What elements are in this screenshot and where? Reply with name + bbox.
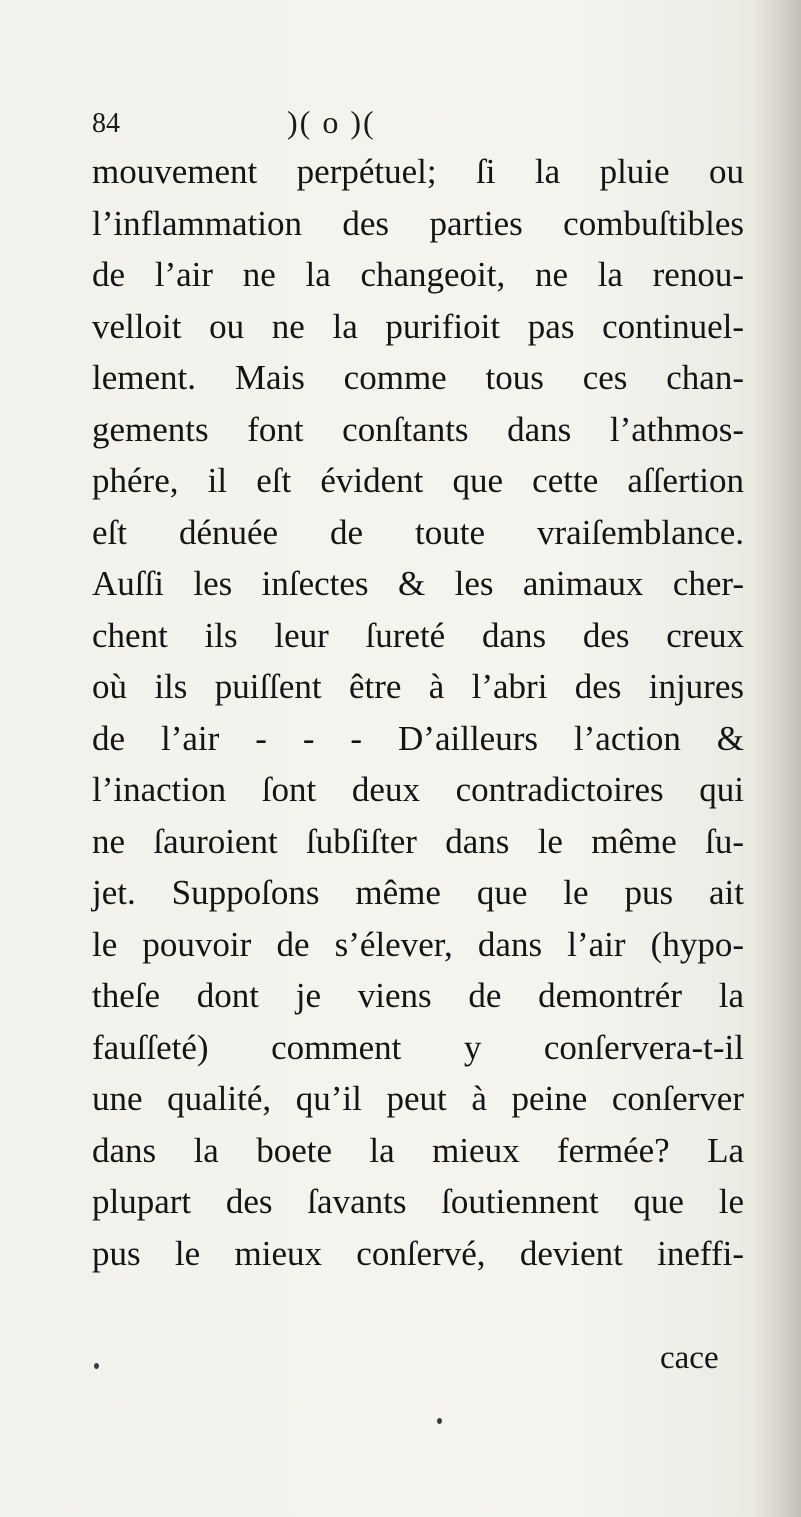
ink-speck [94,1363,99,1369]
text-line: chent ils leur ſureté dans des creux [92,615,744,655]
text-line: gements font conſtants dans l’athmos- [92,409,744,449]
page-edge-shadow [753,0,801,1517]
text-line: de l’air - - - D’ailleurs l’action & [92,718,744,758]
text-line: fauſſeté) comment y conſervera-t-il [92,1027,744,1067]
text-line: où ils puiſſent être à l’abri des injures [92,667,744,706]
text-line: dans la boete la mieux fermée? La [92,1130,744,1170]
text-line: jet. Suppoſons même que le pus ait [92,873,744,912]
text-line: lement. Mais comme tous ces chan- [92,358,744,397]
text-line: phére, il eſt évident que cette aſſertion [92,461,744,500]
body-text [92,146,744,1279]
text-line: Auſſi les inſectes & les animaux cher- [92,564,744,603]
text-line: ne ſauroient ſubſiſter dans le même ſu- [92,821,744,861]
text-line: mouvement perpétuel; ſi la pluie ou [92,152,744,191]
text-line: theſe dont je viens de demontrér la [92,976,744,1015]
text-line: eſt dénuée de toute vraiſemblance. [92,512,744,552]
catchword: cace [660,1340,719,1376]
text-line: de l’air ne la changeoit, ne la renou- [92,255,744,294]
text-line: l’inflammation des parties combuſtibles [92,203,744,243]
text-line: velloit ou ne la purifioit pas continuel- [92,306,744,346]
header-ornament: )( o )( [287,104,376,140]
text-line: pus le mieux conſervé, devient ineffi- [92,1233,744,1273]
text-line: une qualité, qu’il peut à peine conſerver [92,1079,744,1118]
text-line: l’inaction ſont deux contradictoires qui [92,770,744,809]
text-line: plupart des ſavants ſoutiennent que le [92,1182,744,1221]
ink-speck [437,1418,442,1424]
text-line: le pouvoir de s’élever, dans l’air (hypo- [92,924,744,964]
page-number: 84 [92,108,120,139]
